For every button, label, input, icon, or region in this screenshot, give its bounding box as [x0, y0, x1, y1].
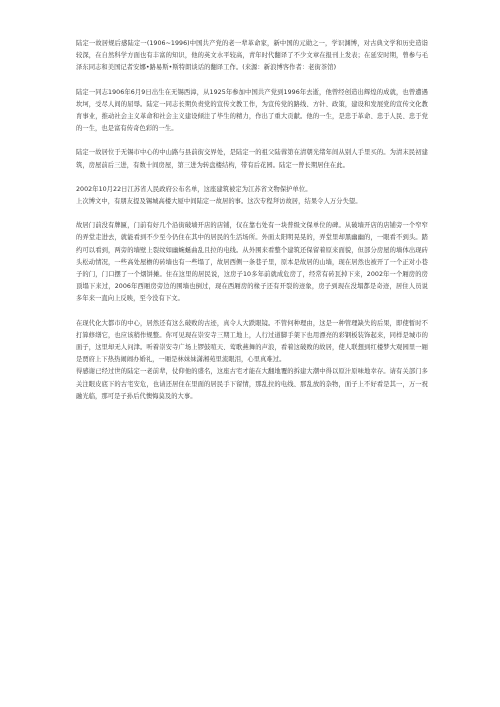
biography-paragraph: 陆定一同志1906年6月9日出生在无锡西漳，从1925年参加中国共产党到1996年去逝，他曾经创造出辉煌的成就，也曾遭遇坎坷，受尽人间的屈辱。陆定一同志长期负责党的宣传文教工作，为宣传党的路线、方针、政策，建设和发展党的宣传文化教育事业，推动社会主义革命和社会主义建设倾注了毕生的精力，作出了重大贡献。他的一生，是忠于革命、忠于人民、忠于党的一生，也是富有传奇色彩的一生。: [76, 88, 428, 133]
condition-paragraph: 故居门前没有牌匾，门前有好几个沿街破墙开店的店铺，仅在靠右处有一块普级文保单位的碑。从破墙开店的店铺旁一个窄窄的弄堂走进去，就能看到不少至今仍住在其中的居民的生活场所。外面太阳明晃晃的，弄堂里却黑幽幽的，一眼看不到头。踏约可以看到，两旁的墙壁上裂纹如幽蜿蜒曲乱且拉的电线。从外围来看整个建筑还保留着原来面貌，但部分房屋的墙体出现砖头松动情况，一些高处屋檐的砖墙也有一些塌了，故居西侧一条巷子里，原本是故居的山墙，现在居然也被开了一个正对小巷子的门，门口摆了一个烟饼摊。住在这里的居民说，这房子10多年前就成危房了，经常有砖瓦掉下来，2002年一个厢房的房顶塌下来过，2006年西厢房旁边的围墙也倒过，现在西厢房的椽子还有开裂的迹象，房子到现在没塌都是奇迹，居住人员说多年来一直向上反映，至今没有下文。: [76, 222, 428, 303]
intro-paragraph: 陆定一故居规后感陆定一(1906~1996)中国共产党的老一辈革命家，新中国的元勋之一，学识渊博，对古典文学和历史造诣较深，在自然科学方面也有丰富的知识，他的英文水平较高，青年时代翻译了不少文章在报刊上发表；在延安时期，曾参与毛泽东同志和美国记者安娜•路易斯•斯特朗谈话的翻译工作。(来源：新浪博客作者：老街茶馆): [76, 40, 428, 72]
appeal-paragraph: 得感谢已经过世的陆定一老前辈，仗仰他的盛名，这座古宅才能在大翻地覆的拆建大潮中得以原汁原味地幸存。请有关部门多关注眼皮底下的古宅安危，也请还居住在里面的居民手下留情，那乱拉的电线、那乱放的杂物，面子上不好看是其一，万一祝融光临，那可是子孙后代懊悔莫及的大事。: [76, 368, 428, 400]
residence-paragraph: 陆定一故居位于无锡市中心的中山路与县前街交界处，是陆定一的祖父陆蓉第在清朝光绪年间从别人手里买的。为清末民初建筑，房屋前后三进，有数十间房屋，第三进为转盘楼结构，带有后花园。陆定一曾长期居住在此。: [76, 149, 428, 169]
protection-paragraph: 2002年10月22日江苏省人民政府公布名单，这座建筑被定为江苏省文物保护单位。: [76, 185, 312, 193]
visit-paragraph: 上次博文中，有朋友提及锡城高楼大厦中间陆定一故居的事。这次专程拜访故居，结果令人万分失望。: [76, 198, 362, 206]
reflection-paragraph: 在现代化大都市的中心，居然还有这么破败的古迹，真令人大跌眼镜。不管何种理由，这是一种管理缺失的后果，即使暂时不打算修缮它，也应该稍作规整。你可见现在崇安寺三期工地上，人行过道脚手架下也用漂亮的彩钢板装饰起来，同样是城市的面子，这里却无人问津。听着崇安寺广场上锣鼓喧天、莺歌燕舞的声浪，看着这破败的故居，使人联想到红楼梦大观园里一厢是贾府上下热热闹闹办婚礼，一厢是林妹妹潇湘苑里流眼泪，心里真难过。: [76, 319, 428, 364]
article-body: [76, 38, 428, 403]
